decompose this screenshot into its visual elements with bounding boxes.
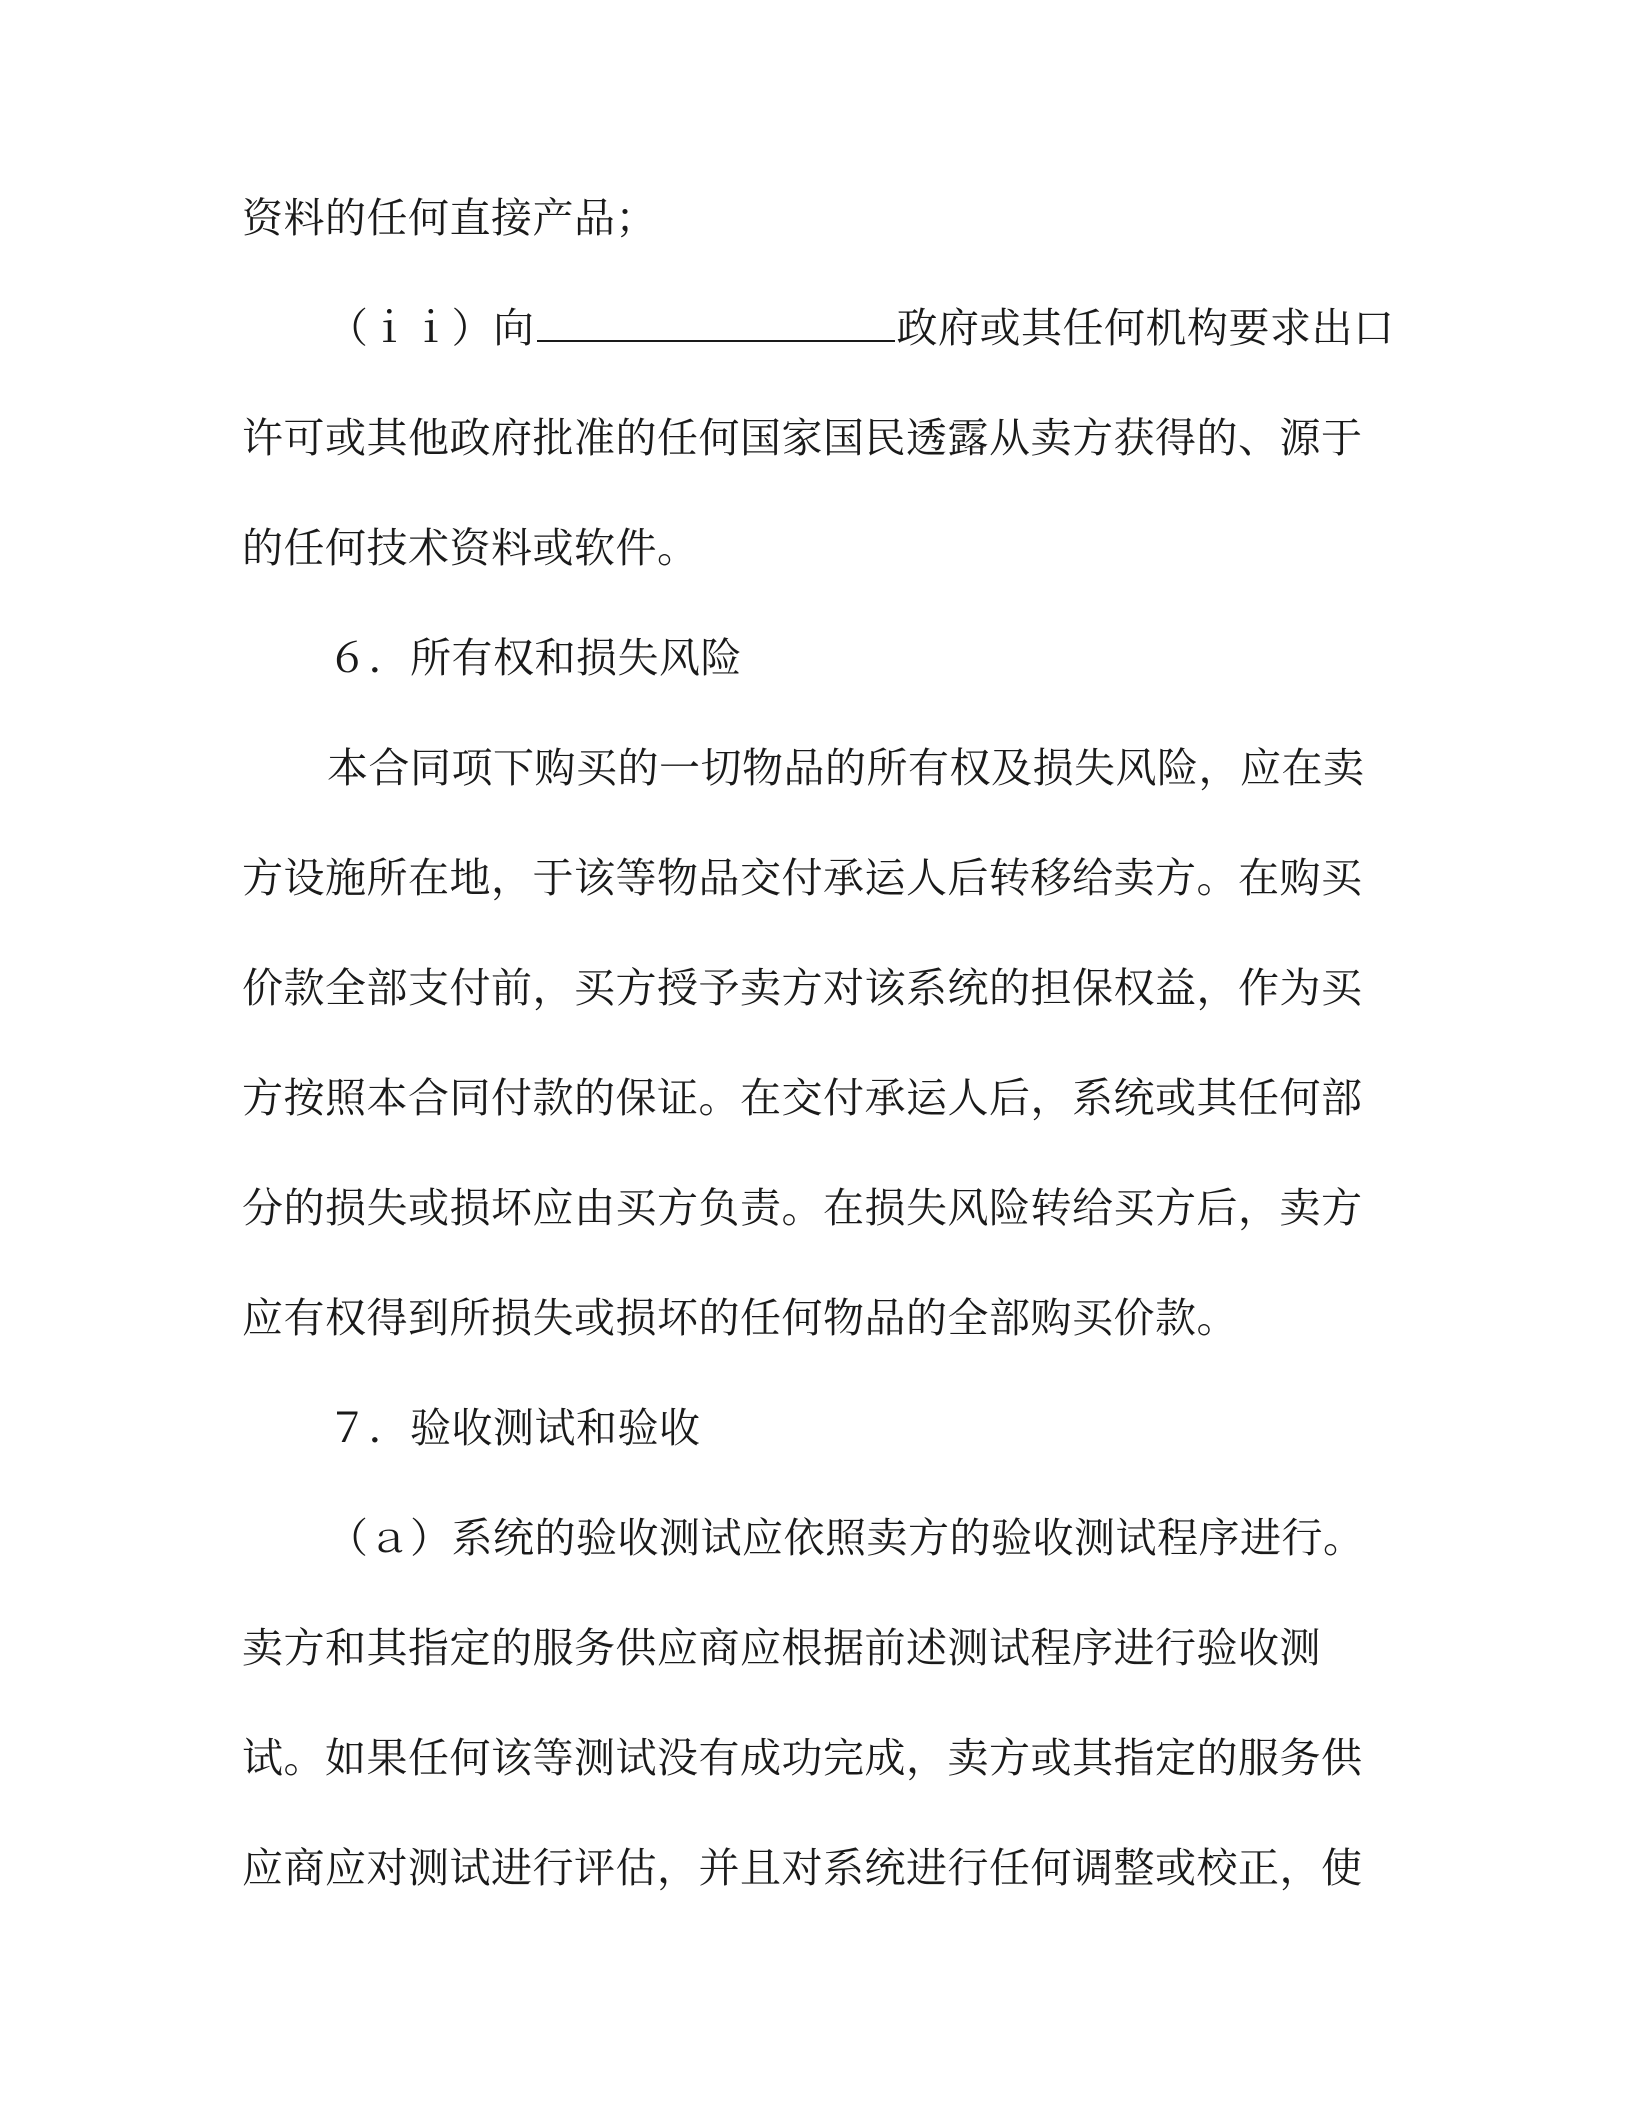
text-line-1: 资料的任何直接产品； xyxy=(242,194,657,242)
text-line-9: 方按照本合同付款的保证。在交付承运人后，系统或其任何部 xyxy=(242,1074,1363,1122)
text-line-7: 方设施所在地，于该等物品交付承运人后转移给卖方。在购买 xyxy=(242,854,1363,902)
blank-country-field[interactable] xyxy=(537,302,895,342)
clause-ii-prefix: （ｉｉ）向 xyxy=(327,304,535,352)
text-line-4: 的任何技术资料或软件。 xyxy=(242,524,699,572)
text-line-16: 应商应对测试进行评估，并且对系统进行任何调整或校正，使 xyxy=(242,1844,1363,1892)
text-line-15: 试。如果任何该等测试没有成功完成，卖方或其指定的服务供 xyxy=(242,1734,1363,1782)
text-line-10: 分的损失或损坏应由买方负责。在损失风险转给买方后，卖方 xyxy=(242,1184,1363,1232)
clause-ii-suffix: 政府或其任何机构要求出口 xyxy=(896,304,1395,352)
clause-ii-line xyxy=(327,300,1395,356)
text-line-6: 本合同项下购买的一切物品的所有权及损失风险，应在卖 xyxy=(327,744,1365,792)
text-line-13: （ａ）系统的验收测试应依照卖方的验收测试程序进行。 xyxy=(327,1514,1365,1562)
text-line-3: 许可或其他政府批准的任何国家国民透露从卖方获得的、源于 xyxy=(242,414,1363,462)
section-6-heading: ６．所有权和损失风险 xyxy=(327,634,742,682)
text-line-8: 价款全部支付前，买方授予卖方对该系统的担保权益，作为买 xyxy=(242,964,1363,1012)
text-line-14: 卖方和其指定的服务供应商应根据前述测试程序进行验收测 xyxy=(242,1624,1321,1672)
section-7-heading: ７．验收测试和验收 xyxy=(327,1404,701,1452)
text-line-11: 应有权得到所损失或损坏的任何物品的全部购买价款。 xyxy=(242,1294,1238,1342)
